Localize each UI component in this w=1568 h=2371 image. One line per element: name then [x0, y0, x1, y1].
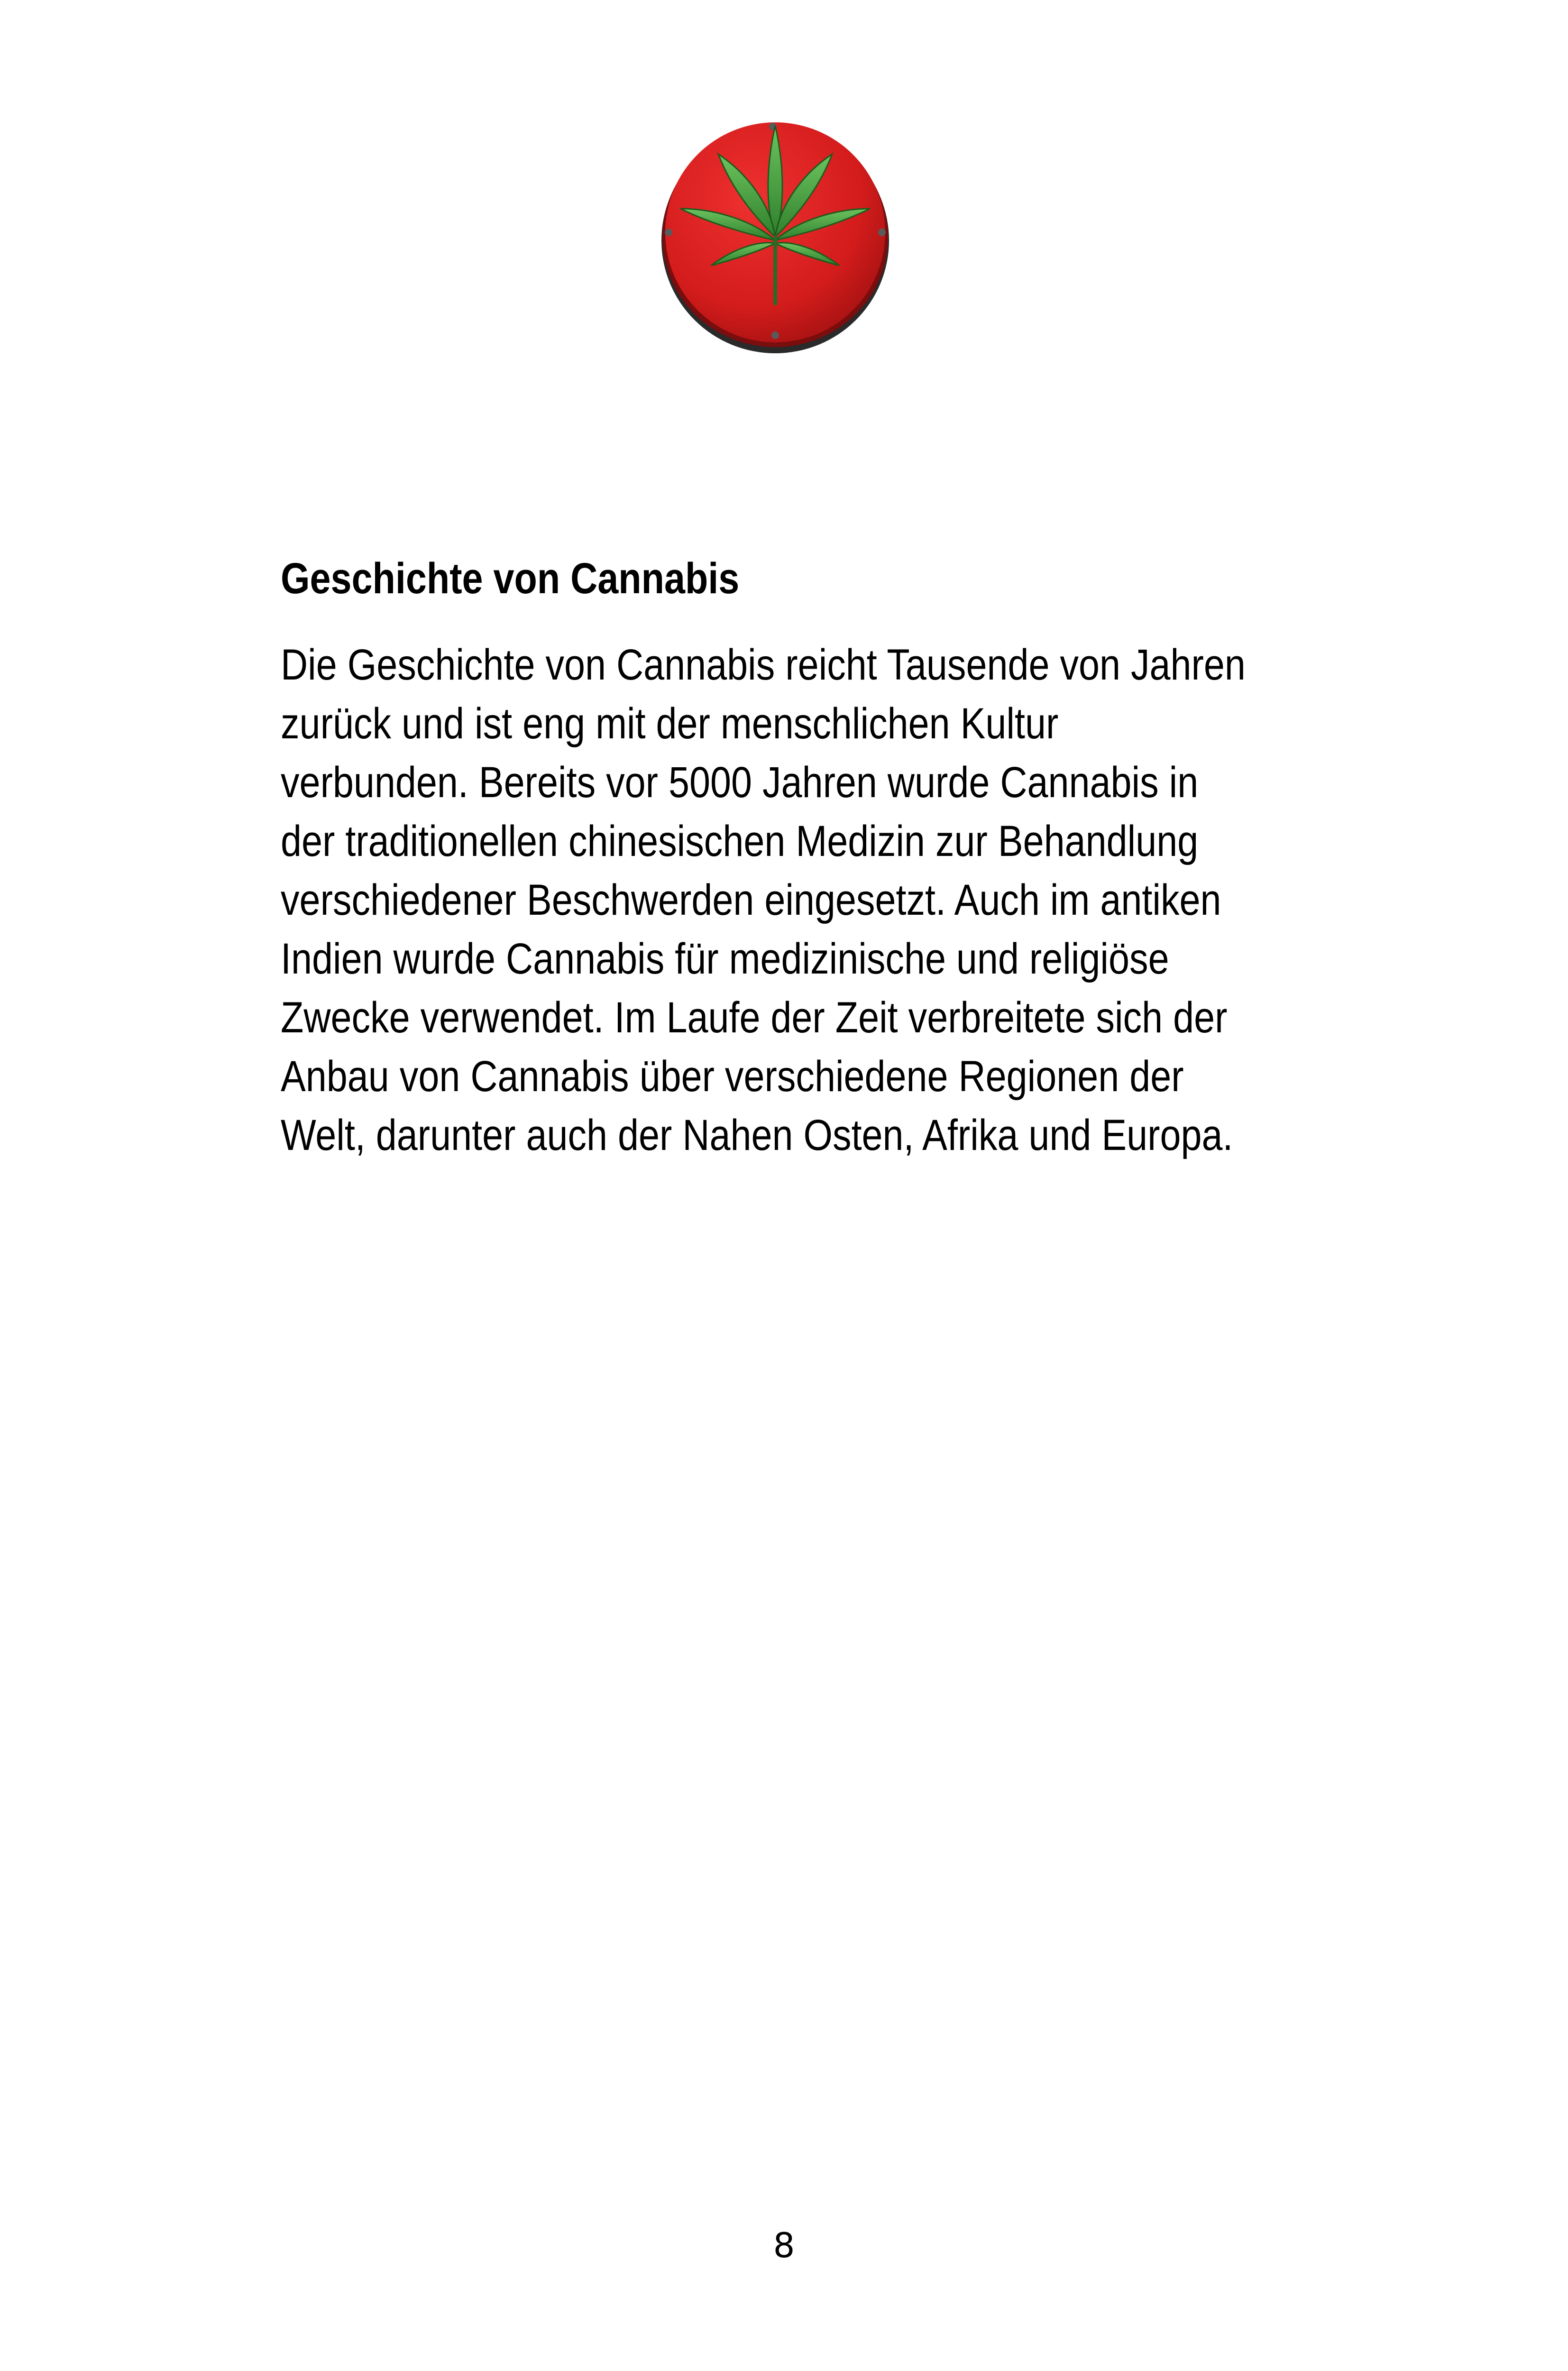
paragraph-line: Anbau von Cannabis über verschiedene Regionen der — [281, 1052, 1184, 1101]
body-paragraph — [281, 635, 1324, 1165]
cannabis-leaf-icon — [657, 116, 894, 353]
section-title: Geschichte von Cannabis — [281, 554, 740, 603]
paragraph-line: zurück und ist eng mit der menschlichen Kultur — [281, 699, 1059, 748]
paragraph-line: der traditionellen chinesischen Medizin zur Behandlung — [281, 817, 1199, 865]
paragraph-line: Die Geschichte von Cannabis reicht Tausende von Jahren — [281, 641, 1246, 689]
paragraph-line: verschiedener Beschwerden eingesetzt. Auch im antiken — [281, 876, 1221, 924]
page-number: 8 — [773, 2225, 795, 2265]
text-section — [281, 550, 1324, 1165]
paragraph-line: Indien wurde Cannabis für medizinische und religiöse — [281, 935, 1169, 983]
paragraph-line: Welt, darunter auch der Nahen Osten, Afrika und Europa. — [281, 1111, 1233, 1159]
paragraph-line: verbunden. Bereits vor 5000 Jahren wurde Cannabis in — [281, 758, 1199, 807]
paragraph-line: Zwecke verwendet. Im Laufe der Zeit verbreitete sich der — [281, 993, 1228, 1042]
